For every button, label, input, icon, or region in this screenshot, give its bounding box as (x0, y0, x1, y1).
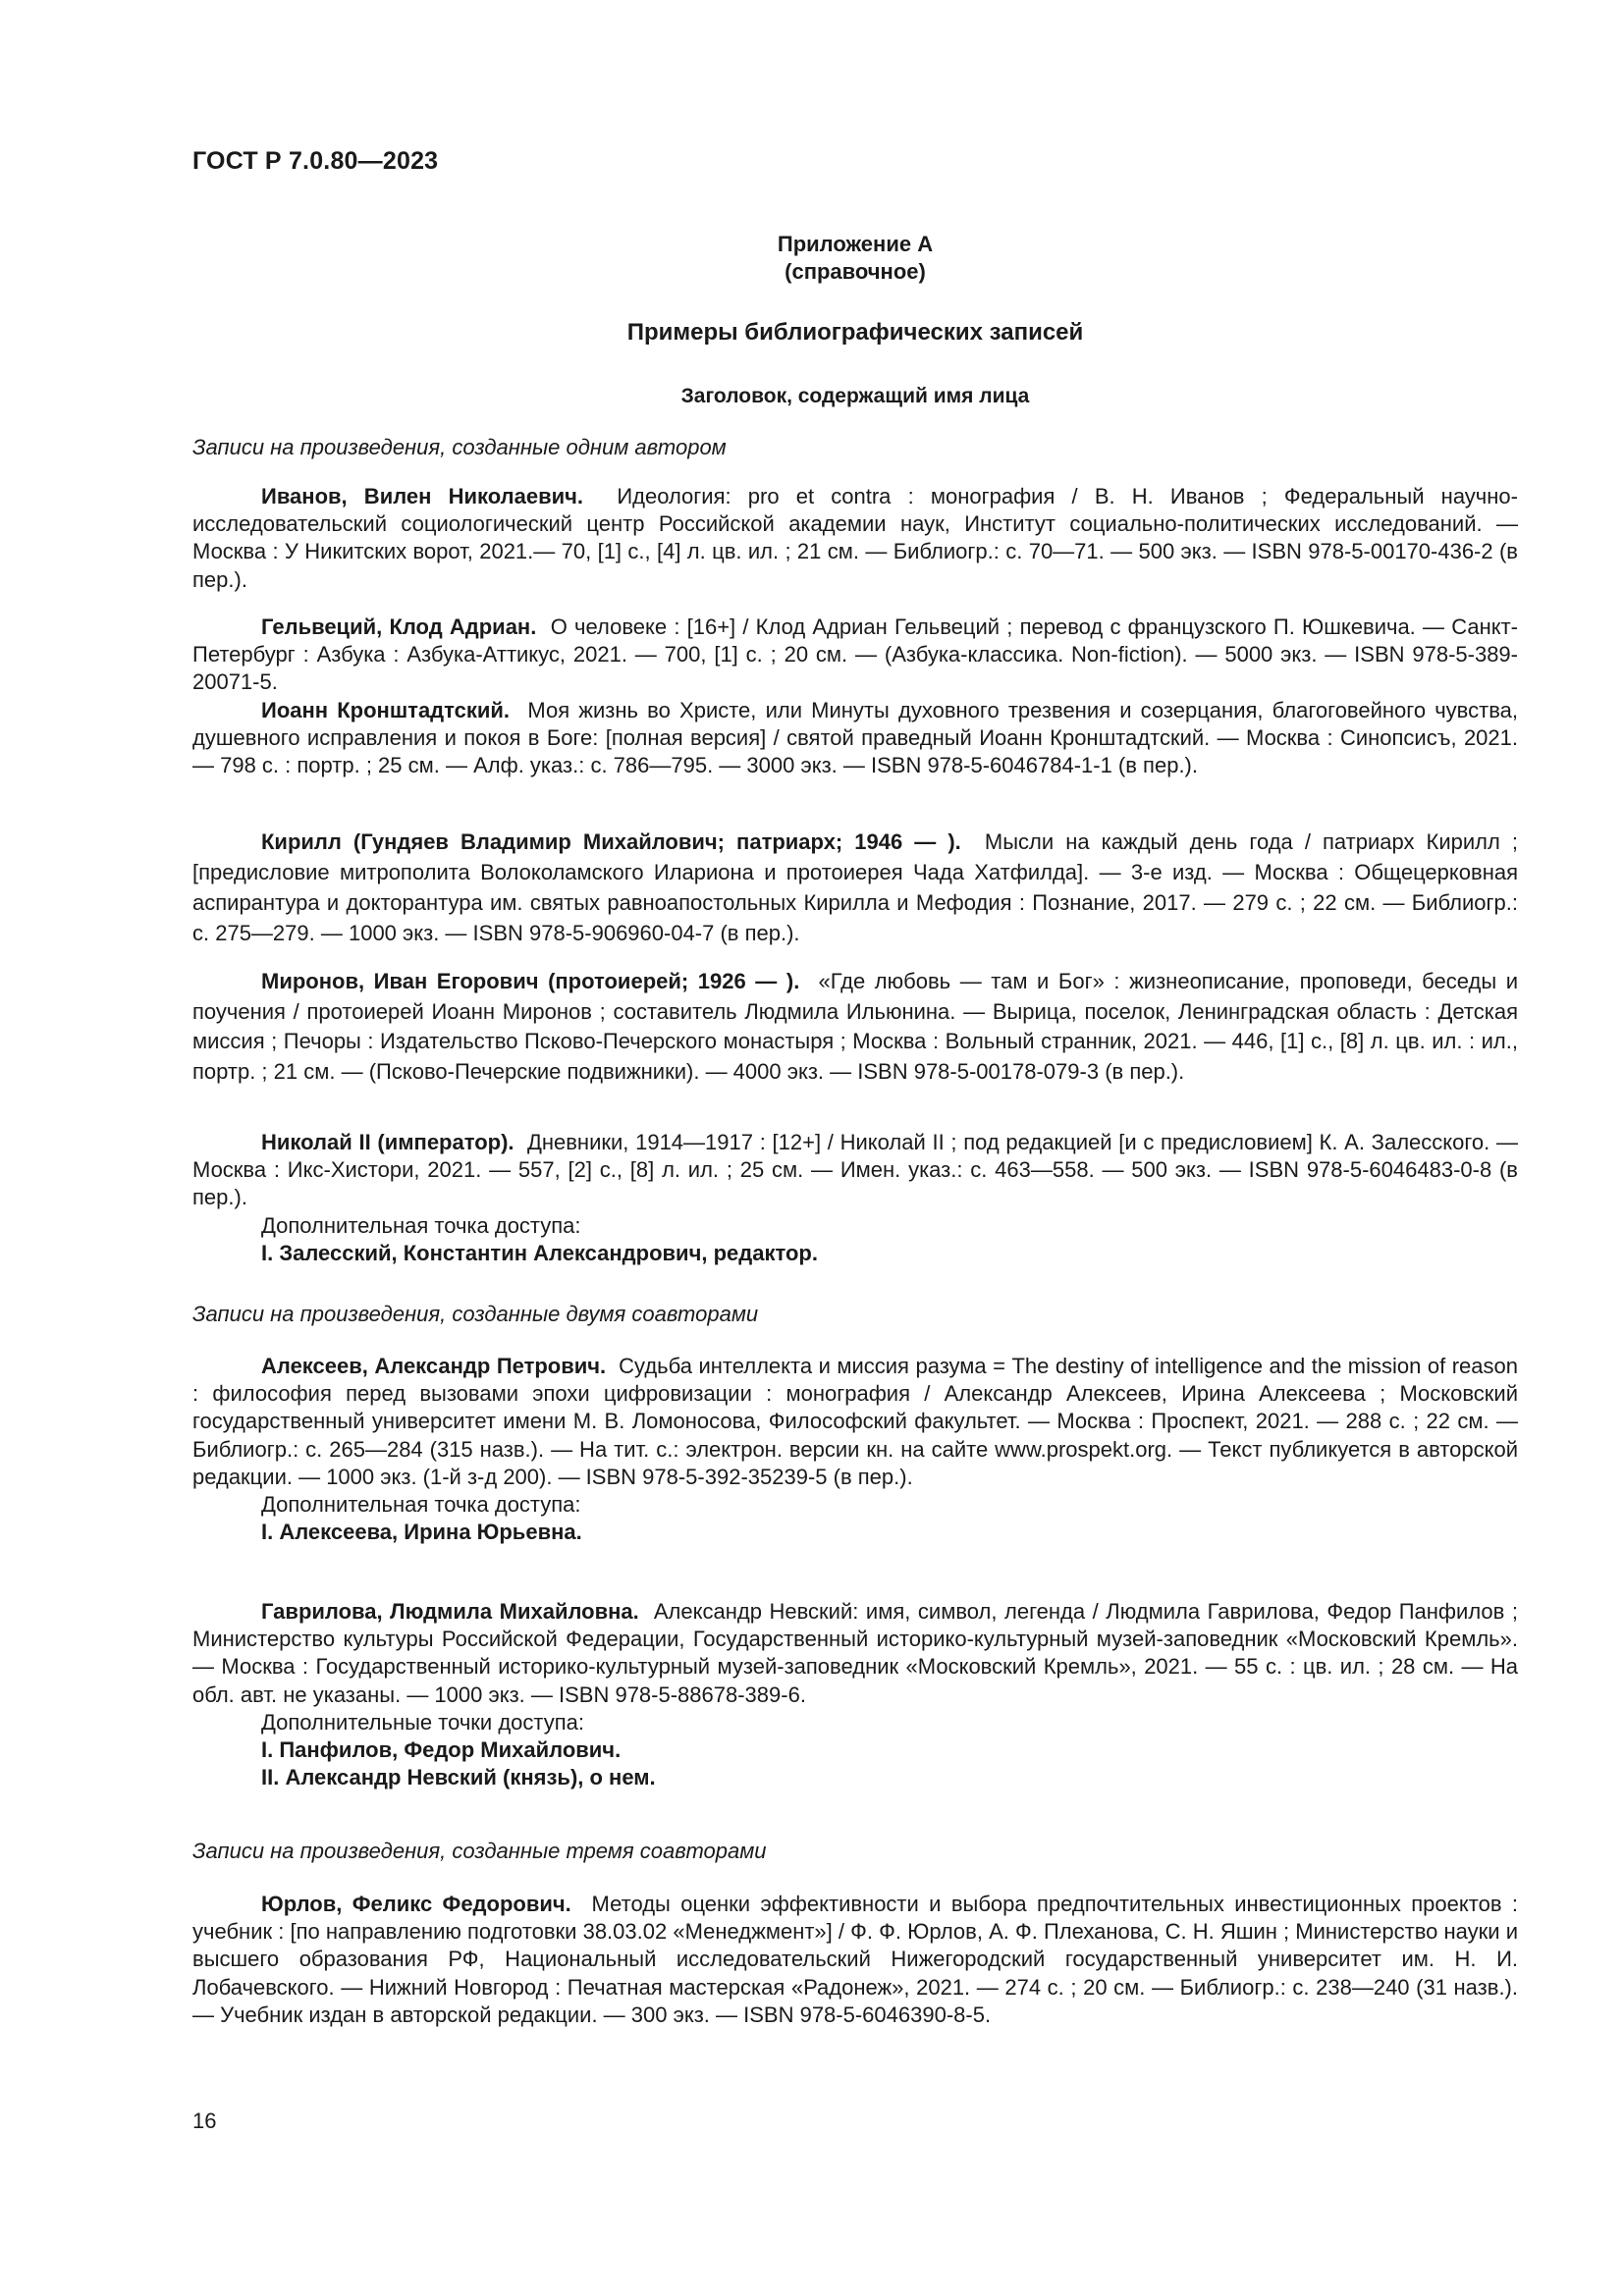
entry-mironov (192, 967, 1518, 1087)
section-two-authors (192, 1301, 1518, 1328)
bibliographic-entry (192, 697, 1518, 780)
bibliographic-entry (192, 1129, 1518, 1212)
access-point: I. Панфилов, Федор Михайлович. (261, 1737, 622, 1763)
entry-author: Николай II (император). (261, 1130, 514, 1154)
access-point-label: Дополнительная точка доступа: (261, 1492, 581, 1518)
entry-ioann (192, 697, 1518, 780)
entry-text: Александр Невский: имя, символ, легенда / Людмила Гаврилова, Федор Панфилов ; Министерство культуры Российской Федерации, Государственный историко-культурный музей-заповедник «Московский Кремль». — Москва : Государственный историко-культурный музей-заповедник «Московский Кремль», 2021. — 55 с. : цв. ил. ; 28 см. — На обл. авт. не указаны. — 1000 экз. — ISBN 978-5-88678-389-6. (192, 1599, 1518, 1707)
section-heading: Записи на произведения, созданные тремя соавторами (192, 1839, 767, 1863)
entry-gavrilova (192, 1598, 1518, 1791)
appendix-kind: (справочное) (785, 259, 926, 284)
entry-text: Дневники, 1914—1917 : [12+] / Николай II ; под редакцией [и с предисловием] К. А. Залесского. — Москва : Икс-Хистори, 2021. — 557, [2] с., [8] л. ил. ; 25 см. — Имен. указ.: с. 463—558. — 500 экз. — ISBN 978-5-6046483-0-8 (в пер.). (192, 1130, 1518, 1210)
entry-author: Алексеев, Александр Петрович. (261, 1354, 607, 1378)
section-heading: Записи на произведения, созданные двумя соавторами (192, 1302, 759, 1326)
appendix-subtitle: Заголовок, содержащий имя лица (680, 385, 1030, 407)
standard-designation: ГОСТ Р 7.0.80—2023 (192, 147, 439, 175)
bibliographic-entry (192, 1598, 1518, 1709)
entry-text: Методы оценки эффективности и выбора предпочтительных инвестиционных проектов : учебник : [по направлению подготовки 38.03.02 «Менеджмент»] / Ф. Ф. Юрлов, А. Ф. Плеханова, С. Н. Яшин ; Министерство науки и высшего образования РФ, Национальный исследовательский Нижегородский государственный университет им. Н. И. Лобачевского. — Нижний Новгород : Печатная мастерская «Радонеж», 2021. — 274 с. ; 20 см. — Библиогр.: с. 238—240 (31 назв.). — Учебник издан в авторской редакции. — 300 экз. — ISBN 978-5-6046390-8-5. (192, 1892, 1518, 2027)
entry-author: Гаврилова, Людмила Михайловна. (261, 1599, 639, 1624)
page-number: 16 (192, 2109, 217, 2133)
entry-text: Идеология: pro et contra : монография / В. Н. Иванов ; Федеральный научно-исследовательский социологический центр Российской академии наук, Институт социально-политических исследований. — Москва : У Никитских ворот, 2021.— 70, [1] с., [4] л. цв. ил. ; 21 см. — Библиогр.: с. 70—71. — 500 экз. — ISBN 978-5-00170-436-2 (в пер.). (192, 484, 1518, 592)
bibliographic-entry (192, 1891, 1518, 2029)
access-point: II. Александр Невский (князь), о нем. (261, 1765, 656, 1790)
entry-text: Судьба интеллекта и миссия разума = The destiny of intelligence and the mission of reason : философия перед вызовами эпохи цифровизации : монография / Александр Алексеев, Ирина Алексеева ; Московский государственный университет имени М. В. Ломоносова, Философский факультет. — Москва : Проспект, 2021. — 288 с. ; 22 см. — Библиогр.: с. 265—284 (315 назв.). — На тит. с.: электрон. версии кн. на сайте www.prospekt.org. — Текст публикуется в авторской редакции. — 1000 экз. (1-й з-д 200). — ISBN 978-5-392-35239-5 (в пер.). (192, 1354, 1518, 1489)
section-heading: Записи на произведения, созданные одним автором (192, 435, 727, 459)
entry-gelvetsiy (192, 614, 1518, 697)
entry-author: Гельвеций, Клод Адриан. (261, 614, 537, 639)
entry-nikolay (192, 1129, 1518, 1267)
entry-text: Мысли на каждый день года / патриарх Кирилл ; [предисловие митрополита Волоколамского Илариона и протоиерея Чада Хатфилда]. — 3-е изд. — Москва : Общецерковная аспирантура и докторантура им. святых равноапостольных Кирилла и Мефодия : Познание, 2017. — 279 с. ; 22 см. — Библиогр.: с. 275—279. — 1000 экз. — ISBN 978-5-906960-04-7 (в пер.). (192, 829, 1518, 945)
entry-author: Миронов, Иван Егорович (протоиерей; 1926 — ). (261, 969, 800, 993)
entry-author: Кирилл (Гундяев Владимир Михайлович; патриарх; 1946 — ). (261, 829, 961, 854)
entry-alekseev (192, 1353, 1518, 1546)
bibliographic-entry (192, 483, 1518, 594)
entry-text: О человеке : [16+] / Клод Адриан Гельвеций ; перевод с французского П. Юшкевича. — Санкт-Петербург : Азбука : Азбука-Аттикус, 2021. — 700, [1] с. ; 20 см. — (Азбука-классика. Non-fiction). — 5000 экз. — ISBN 978-5-389-20071-5. (192, 614, 1518, 695)
entry-text: «Где любовь — там и Бог» : жизнеописание, проповеди, беседы и поучения / протоиерей Иоанн Миронов ; составитель Людмила Ильюнина. — Вырица, поселок, Ленинградская область : Детская миссия ; Печоры : Издательство Псково-Печерского монастыря ; Москва : Вольный странник, 2021. — 446, [1] с., [8] л. цв. ил. : ил., портр. ; 21 см. — (Псково-Печерские подвижники). — 4000 экз. — ISBN 978-5-00178-079-3 (в пер.). (192, 969, 1518, 1084)
appendix-title: Примеры библиографических записей (626, 319, 1084, 346)
appendix-label: Приложение А (777, 232, 934, 256)
bibliographic-entry (192, 827, 1518, 948)
entry-yurlov (192, 1891, 1518, 2029)
entry-author: Иоанн Кронштадтский. (261, 698, 511, 722)
entry-kirill (192, 827, 1518, 948)
bibliographic-entry (192, 1353, 1518, 1491)
entry-ivanov (192, 483, 1518, 594)
entry-text: Моя жизнь во Христе, или Минуты духовного трезвения и созерцания, благоговейного чувства, душевного исправления и покоя в Боге: [полная версия] / святой праведный Иоанн Кронштадтский. — Москва : Синопсисъ, 2021. — 798 с. : портр. ; 25 см. — Алф. указ.: с. 786—795. — 3000 экз. — ISBN 978-5-6046784-1-1 (в пер.). (192, 698, 1518, 778)
bibliographic-entry (192, 614, 1518, 697)
access-point-label: Дополнительная точка доступа: (261, 1212, 581, 1238)
access-point-label: Дополнительные точки доступа: (261, 1709, 584, 1735)
section-one-author (192, 434, 1518, 461)
entry-author: Иванов, Вилен Николаевич. (261, 484, 583, 508)
access-point: I. Алексеева, Ирина Юрьевна. (261, 1520, 582, 1545)
section-three-authors (192, 1838, 1518, 1865)
entry-author: Юрлов, Феликс Федорович. (261, 1892, 571, 1916)
access-point: I. Залесский, Константин Александрович, редактор. (261, 1240, 818, 1265)
bibliographic-entry (192, 967, 1518, 1087)
